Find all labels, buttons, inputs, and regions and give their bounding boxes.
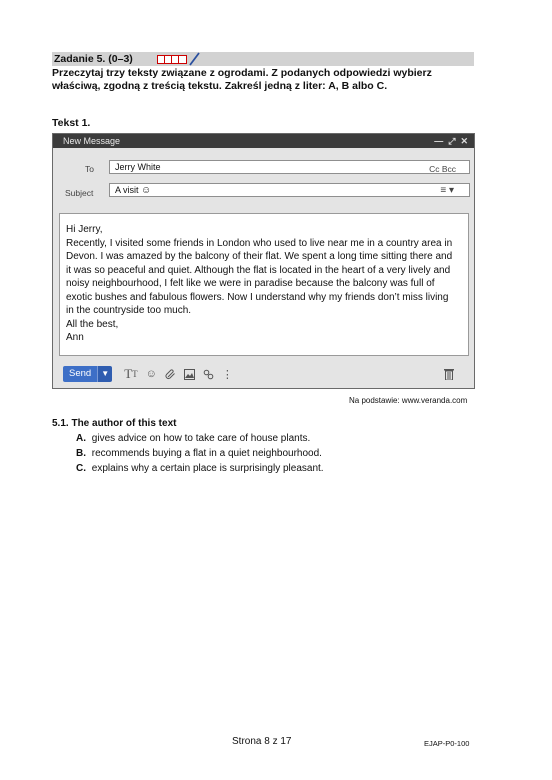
message-line: noisy neighbourhood, I felt like we were in paradise because the balcony was full of bbox=[66, 278, 435, 289]
window-controls bbox=[434, 136, 468, 147]
email-compose-window bbox=[52, 133, 475, 389]
score-box bbox=[165, 56, 172, 63]
message-line: Recently, I visited some friends in London who used to live near me in a country area in bbox=[66, 237, 453, 249]
image-icon[interactable] bbox=[184, 369, 195, 380]
score-box bbox=[172, 56, 179, 63]
window-titlebar bbox=[53, 134, 474, 148]
task-header bbox=[52, 52, 474, 66]
message-line: All the best, bbox=[66, 318, 119, 330]
format-menu-icon[interactable]: ≡ ▾ bbox=[440, 185, 454, 196]
message-line: it was so peaceful and quiet. Although the flat is located in the heart of a very lively and bbox=[66, 264, 451, 276]
task-instruction: Przeczytaj trzy teksty związane z ogrodami. Z podanych odpowiedzi wybierz właściwą, zgodną z treścią tekstu. Zakreśl jedną z liter: A, B albo C. bbox=[52, 67, 432, 92]
send-button[interactable] bbox=[63, 366, 112, 382]
compose-toolbar bbox=[53, 360, 474, 388]
source-citation: Na podstawie: www.veranda.com bbox=[349, 396, 468, 405]
score-boxes bbox=[157, 55, 187, 64]
expand-icon[interactable]: ⤢ bbox=[448, 135, 456, 146]
message-line: Ann bbox=[66, 332, 84, 343]
document-code: EJAP-P0-100 bbox=[424, 739, 470, 748]
window-title: New Message bbox=[63, 136, 121, 146]
subject-label: Subject bbox=[65, 188, 94, 198]
text-label: Tekst 1. bbox=[52, 117, 91, 129]
task-title: Zadanie 5. (0–3) bbox=[54, 53, 133, 65]
answer-option-c[interactable] bbox=[76, 463, 324, 474]
message-body[interactable] bbox=[59, 213, 469, 356]
page-number: Strona 8 z 17 bbox=[232, 736, 292, 747]
answer-option-a[interactable] bbox=[76, 433, 310, 444]
message-line: in the countryside too much. bbox=[66, 305, 192, 316]
emoji-icon[interactable]: ☺ bbox=[145, 368, 157, 380]
message-line: exotic bushes and fabulous flowers. Now I understand why my friends don’t miss living bbox=[66, 291, 449, 303]
option-letter: C. bbox=[76, 463, 86, 474]
cc-bcc-link[interactable]: Cc Bcc bbox=[429, 164, 456, 174]
score-box bbox=[179, 56, 186, 63]
more-options-icon[interactable]: ⋮ bbox=[221, 368, 233, 381]
close-icon[interactable]: ✕ bbox=[460, 135, 468, 146]
subject-text: A visit bbox=[115, 185, 139, 195]
message-line: Devon. I was amazed by the balcony of their flat. We spent a long time sitting there and bbox=[66, 251, 453, 262]
option-letter: B. bbox=[76, 448, 86, 459]
option-text: recommends buying a flat in a quiet neighbourhood. bbox=[91, 448, 322, 459]
option-text: explains why a certain place is surprisingly pleasant. bbox=[91, 463, 324, 474]
minimize-icon[interactable]: — bbox=[434, 135, 444, 146]
text-format-icon[interactable]: T T bbox=[124, 366, 138, 381]
trash-icon[interactable] bbox=[444, 368, 454, 380]
option-letter: A. bbox=[76, 433, 86, 444]
answer-option-b[interactable] bbox=[76, 448, 322, 459]
message-line: Hi Jerry, bbox=[66, 224, 103, 235]
attach-icon[interactable] bbox=[165, 369, 176, 380]
to-label: To bbox=[85, 164, 94, 174]
subject-field[interactable] bbox=[109, 183, 470, 197]
to-field[interactable]: Jerry White bbox=[109, 160, 470, 174]
to-row bbox=[53, 160, 474, 178]
subject-row bbox=[53, 183, 474, 201]
send-options-arrow-icon[interactable]: ▼ bbox=[97, 366, 112, 382]
question-title: 5.1. The author of this text bbox=[52, 418, 177, 429]
option-text: gives advice on how to take care of house plants. bbox=[91, 433, 311, 444]
smiley-icon: ☺ bbox=[141, 185, 152, 196]
pen-icon bbox=[188, 52, 200, 66]
send-label: Send bbox=[63, 366, 97, 382]
link-icon[interactable] bbox=[203, 369, 214, 380]
score-box bbox=[158, 56, 165, 63]
